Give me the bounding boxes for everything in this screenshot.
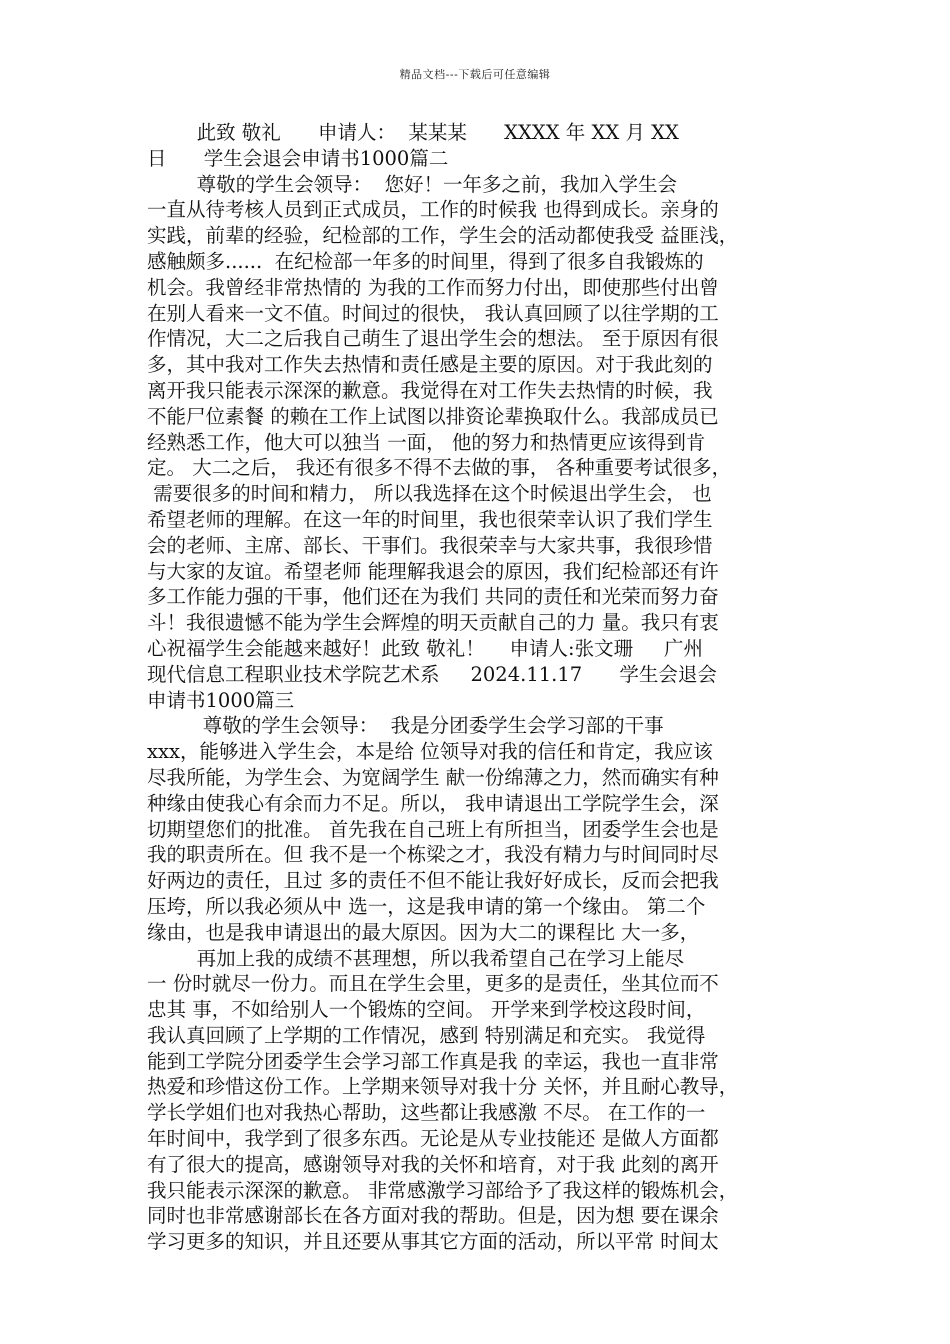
document-line: 需要很多的时间和精力， 所以我选择在这个时候退出学生会， 也 (147, 482, 712, 506)
document-line: 定。 大二之后， 我还有很多不得不去做的事， 各种重要考试很多， (147, 456, 732, 480)
document-line: 申请书1000篇三 (147, 688, 295, 712)
document-line: 不能尸位素餐 的赖在工作上试图以排资论辈换取什么。我部成员已 (147, 404, 719, 428)
document-line: 感触颇多...... 在纪检部一年多的时间里，得到了很多自我锻炼的 (147, 249, 704, 273)
document-line: xxx，能够进入学生会，本是给 位领导对我的信任和肯定，我应该 (147, 740, 713, 764)
document-line: 一直从待考核人员到正式成员，工作的时候我 也得到成长。亲身的 (147, 198, 719, 222)
document-line: 有了很大的提高，感谢领导对我的关怀和培育，对于我 此刻的离开 (147, 1152, 719, 1176)
document-line: 忠其 事，不如给别人一个锻炼的空间。 开学来到学校这段时间， (147, 998, 706, 1022)
document-line: 热爱和珍惜这份工作。上学期来领导对我十分 关怀，并且耐心教导， (147, 1075, 739, 1099)
document-line: 学长学姐们也对我热心帮助，这些都让我感激 不尽。 在工作的一 (147, 1101, 706, 1125)
document-line: 再加上我的成绩不甚理想，所以我希望自己在学习上能尽 (147, 946, 685, 970)
document-line: 经熟悉工作，他大可以独当 一面， 他的努力和热情更应该得到肯 (147, 430, 706, 454)
document-line: 实践，前辈的经验，纪检部的工作，学生会的活动都使我受 益匪浅， (147, 224, 739, 248)
document-line: 我只能表示深深的歉意。 非常感激学习部给予了我这样的锻炼机会， (147, 1178, 739, 1202)
document-line: 与大家的友谊。希望老师 能理解我退会的原因，我们纪检部还有许 (147, 559, 719, 583)
document-line: 好两边的责任，且过 多的责任不但不能让我好好成长，反而会把我 (147, 869, 719, 893)
document-line: 尽我所能，为学生会、为宽阔学生 献一份绵薄之力，然而确实有种 (147, 765, 719, 789)
document-line: 作情况，大二之后我自己萌生了退出学生会的想法。 至于原因有很 (147, 327, 719, 351)
document-line: 会的老师、主席、部长、干事们。我很荣幸与大家共事，我很珍惜 (147, 533, 713, 557)
document-line: 希望老师的理解。在这一年的时间里，我也很荣幸认识了我们学生 (147, 507, 713, 531)
document-line: 尊敬的学生会领导： 您好！一年多之前，我加入学生会 (147, 172, 677, 196)
document-line: 尊敬的学生会领导： 我是分团委学生会学习部的干事 (147, 714, 664, 738)
document-line: 现代信息工程职业技术学院艺术系 2024.11.17 学生会退会 (147, 662, 717, 686)
document-line: 此致 敬礼 申请人： 某某某 XXXX 年 XX 月 XX (147, 121, 679, 144)
document-line: 一 份时就尽一份力。而且在学生会里，更多的是责任，坐其位而不 (147, 972, 719, 996)
document-line: 我认真回顾了上学期的工作情况，感到 特别满足和充实。 我觉得 (147, 1023, 706, 1047)
document-line: 多，其中我对工作失去热情和责任感是主要的原因。对于我此刻的 (147, 353, 713, 377)
page-header: 精品文档---下载后可任意编辑 (399, 68, 551, 81)
document-body (147, 120, 815, 1255)
document-line: 压垮，所以我必须从中 选一，这是我申请的第一个缘由。 第二个 (147, 894, 706, 918)
document-line: 离开我只能表示深深的歉意。我觉得在对工作失去热情的时候，我 (147, 378, 713, 402)
document-line: 种缘由使我心有余而力不足。所以， 我申请退出工学院学生会，深 (147, 791, 719, 815)
document-line: 切期望您们的批准。 首先我在自己班上有所担当，团委学生会也是 (147, 817, 719, 841)
document-line: 斗！我很遗憾不能为学生会辉煌的明天贡献自己的力 量。我只有衷 (147, 611, 719, 635)
document-line: 多工作能力强的干事，他们还在为我们 共同的责任和光荣而努力奋 (147, 585, 719, 609)
document-line: 能到工学院分团委学生会学习部工作真是我 的幸运，我也一直非常 (147, 1049, 719, 1073)
document-line: 心祝福学生会能越来越好！此致 敬礼！ 申请人:张文珊 广州 (147, 636, 704, 660)
document-line: 同时也非常感谢部长在各方面对我的帮助。但是，因为想 要在课余 (147, 1204, 719, 1228)
document-line: 缘由，也是我申请退出的最大原因。因为大二的课程比 大一多， (147, 920, 700, 944)
document-line: 在别人看来一文不值。时间过的很快， 我认真回顾了以往学期的工 (147, 301, 719, 325)
document-line: 年时间中，我学到了很多东西。无论是从专业技能还 是做人方面都 (147, 1127, 719, 1151)
document-line: 我的职责所在。但 我不是一个栋梁之才，我没有精力与时间同时尽 (147, 843, 719, 867)
document-line: 机会。我曾经非常热情的 为我的工作而努力付出，即使那些付出曾 (147, 275, 719, 299)
document-line: 学习更多的知识，并且还要从事其它方面的活动，所以平常 时间太 (147, 1230, 719, 1254)
document-line: 日 学生会退会申请书1000篇二 (147, 146, 449, 170)
